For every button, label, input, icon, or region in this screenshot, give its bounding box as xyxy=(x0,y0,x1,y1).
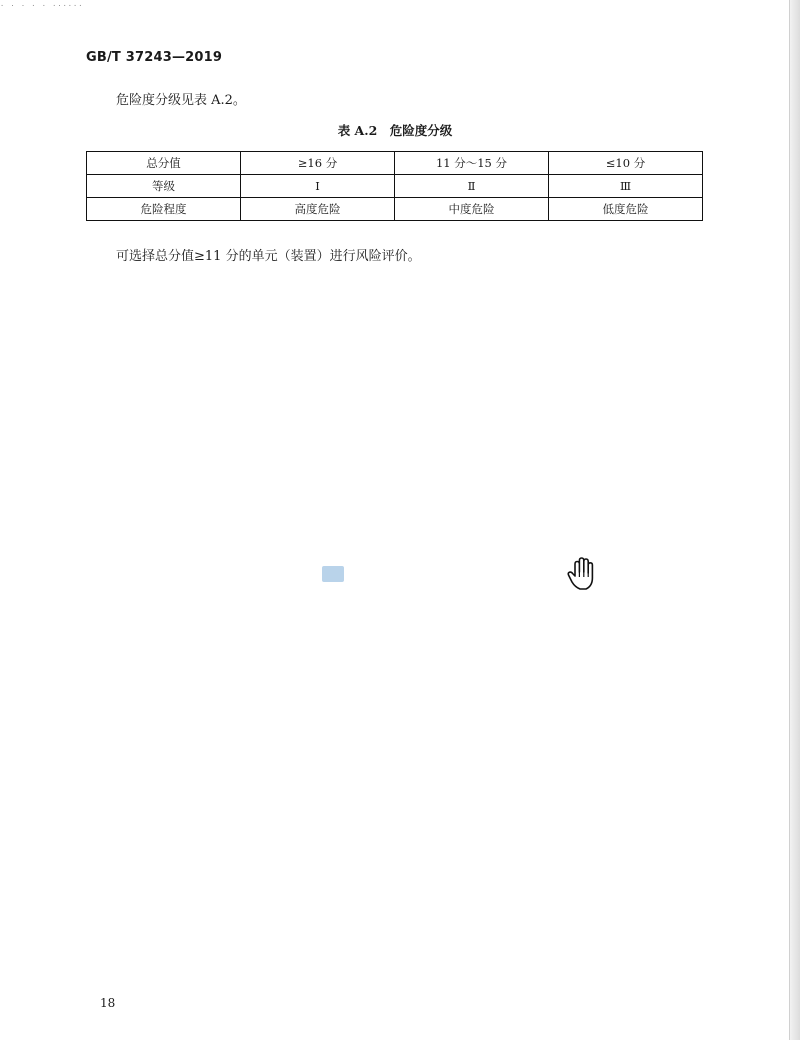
document-code: GB/T 37243—2019 xyxy=(86,50,223,65)
hand-cursor-icon xyxy=(565,556,599,592)
table-cell: 低度危险 xyxy=(549,198,703,221)
viewer-top-dots: . . . . . ...... xyxy=(0,0,84,8)
table-row xyxy=(87,198,703,221)
table-row xyxy=(87,175,703,198)
table-cell: 危险程度 xyxy=(87,198,241,221)
table-cell: 11 分～15 分 xyxy=(395,152,549,175)
table-title: 表 A.2 危险度分级 xyxy=(337,123,453,138)
table-cell: 总分值 xyxy=(87,152,241,175)
table-cell: Ⅰ xyxy=(241,175,395,198)
table-cell: ≤10 分 xyxy=(549,152,703,175)
table-cell: ≥16 分 xyxy=(241,152,395,175)
table-cell: 高度危险 xyxy=(241,198,395,221)
danger-grade-table xyxy=(86,151,703,221)
table-cell: 中度危险 xyxy=(395,198,549,221)
intro-paragraph: 危险度分级见表 A.2。 xyxy=(116,93,246,108)
note-paragraph: 可选择总分值≥11 分的单元（装置）进行风险评价。 xyxy=(116,249,421,264)
page-number: 18 xyxy=(100,996,116,1010)
viewer-scrollbar[interactable] xyxy=(789,0,800,1040)
table-cell: Ⅱ xyxy=(395,175,549,198)
table-cell: Ⅲ xyxy=(549,175,703,198)
table-cell: 等级 xyxy=(87,175,241,198)
image-placeholder-icon xyxy=(322,566,344,582)
table-row xyxy=(87,152,703,175)
